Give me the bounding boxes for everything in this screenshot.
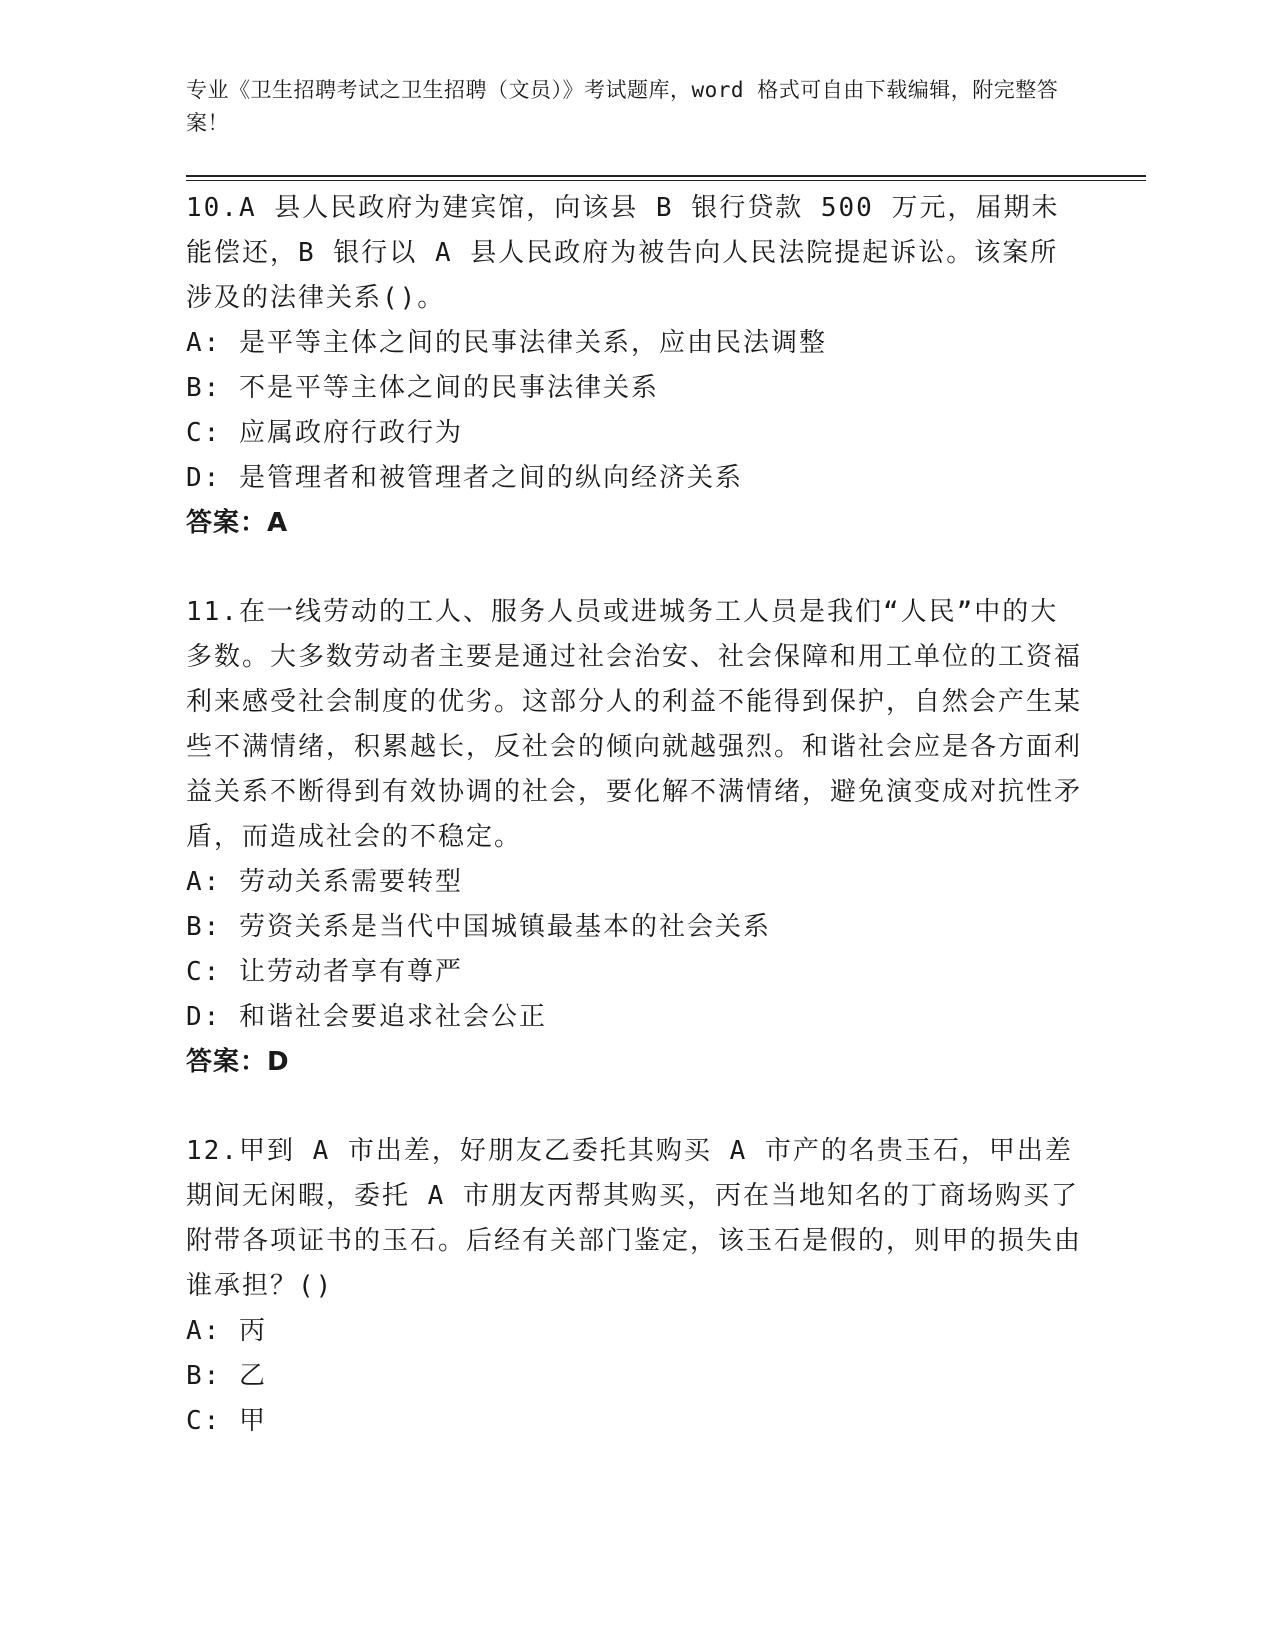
answer-label: 答案：D xyxy=(186,1047,290,1077)
option-b: B: 劳资关系是当代中国城镇最基本的社会关系 xyxy=(186,912,771,942)
question-10 xyxy=(186,186,1086,546)
option-a: A: 丙 xyxy=(186,1316,267,1346)
question-stem: 12.甲到 A 市出差，好朋友乙委托其购买 A 市产的名贵玉石，甲出差期间无闲暇，委托 A 市朋友丙帮其购买，丙在当地知名的丁商场购买了附带各项证书的玉石。后经有关部门鉴定，该玉石是假的，则甲的损失由谁承担？() xyxy=(186,1136,1083,1301)
option-c: C: 甲 xyxy=(186,1406,267,1436)
option-a: A: 劳动关系需要转型 xyxy=(186,867,463,897)
answer-label: 答案：A xyxy=(186,508,289,538)
option-b: B: 乙 xyxy=(186,1361,267,1391)
question-12 xyxy=(186,1129,1086,1444)
option-d: D: 是管理者和被管理者之间的纵向经济关系 xyxy=(186,463,743,493)
option-c: C: 应属政府行政行为 xyxy=(186,418,463,448)
option-d: D: 和谐社会要追求社会公正 xyxy=(186,1002,547,1032)
header-note: 专业《卫生招聘考试之卫生招聘（文员）》考试题库，word 格式可自由下载编辑，附完整答案！ xyxy=(186,78,1059,135)
question-stem: 11.在一线劳动的工人、服务人员或进城务工人员是我们“人民”中的大多数。大多数劳动者主要是通过社会治安、社会保障和用工单位的工资福利来感受社会制度的优劣。这部分人的利益不能得到保护，自然会产生某些不满情绪，积累越长，反社会的倾向就越强烈。和谐社会应是各方面利益关系不断得到有效协调的社会，要化解不满情绪，避免演变成对抗性矛盾，而造成社会的不稳定。 xyxy=(186,597,1083,852)
option-c: C: 让劳动者享有尊严 xyxy=(186,957,463,987)
question-list xyxy=(186,186,1086,1488)
header-divider xyxy=(186,175,1146,181)
question-11 xyxy=(186,590,1086,1085)
option-b: B: 不是平等主体之间的民事法律关系 xyxy=(186,373,659,403)
option-a: A: 是平等主体之间的民事法律关系，应由民法调整 xyxy=(186,328,827,358)
question-stem: 10.A 县人民政府为建宾馆，向该县 B 银行贷款 500 万元，届期未能偿还，B 银行以 A 县人民政府为被告向人民法院提起诉讼。该案所涉及的法律关系()。 xyxy=(186,193,1060,313)
